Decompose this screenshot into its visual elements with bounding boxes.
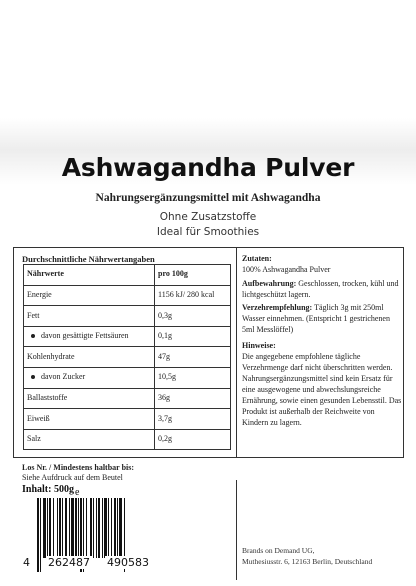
barcode-digits-left: 262487 [48,556,90,569]
aufbewahrung-text: Geschlossen, trocken, kühl und lichtgeschützt lagern. [242,279,399,299]
barcode-digits-right: 490583 [107,556,149,569]
verzehr-label: Verzehrempfehlung: [242,303,313,312]
barcode-bar [47,498,48,558]
content-amount [22,484,80,498]
table-header-row [24,265,231,286]
table-row [24,367,231,388]
barcode-bar [117,498,118,558]
table-row [24,285,231,306]
row-value: 47g [155,347,231,368]
column-header: pro 100g [155,265,231,286]
row-label: davon gesättigte Fettsäuren [41,331,129,341]
table-row [24,409,231,430]
barcode-bar [78,498,79,558]
table-row [24,347,231,368]
row-value: 0,1g [155,326,231,347]
verzehr-block [242,302,402,335]
barcode-bar [65,498,67,558]
barcode-bar [59,498,61,558]
barcode-bar [98,498,100,558]
barcode-digit-prefix: 4 [23,556,30,569]
row-label-cell [24,367,155,388]
row-label: davon Zucker [41,372,86,382]
divider-bottom [13,457,404,458]
nutrition-table [23,264,231,450]
barcode-bar [53,498,54,558]
row-value: 3,7g [155,409,231,430]
divider-footer [236,480,237,580]
row-label: Salz [24,429,155,450]
column-header: Nährwerte [24,265,155,286]
barcode-bar [69,498,70,558]
estimated-sign: e [74,487,80,498]
table-row [24,326,231,347]
content-label: Inhalt: 500g [22,484,74,495]
row-value: 10,5g [155,367,231,388]
row-label: Ballaststoffe [24,388,155,409]
row-label: Kohlenhydrate [24,347,155,368]
row-label: Fett [24,306,155,327]
barcode-bar [111,498,112,558]
barcode-bar [49,498,51,558]
divider-middle [236,247,237,458]
barcode-bar [86,498,87,558]
barcode-bar [43,498,46,558]
brand-name: Brands on Demand UG, [242,546,315,555]
nutrition-heading: Durchschnittliche Nährwertangaben [22,254,155,264]
table-row [24,306,231,327]
tagline-1: Ohne Zusatzstoffe [159,211,257,223]
divider-left [13,247,14,458]
barcode-bar [102,498,103,558]
lot-text: Siehe Aufdruck auf dem Beutel [22,473,123,482]
bullet-icon [31,375,35,379]
barcode-bar [40,498,41,572]
verzehr-text: Täglich 3g mit 250ml Wasser einnehmen. (Entspricht 1 gestrichenen 5ml Messlöffel) [242,303,390,334]
row-label-cell [24,326,155,347]
zutaten-label: Zutaten: [242,254,272,263]
barcode-bar [62,498,63,558]
header-band [0,0,416,245]
zutaten-block [242,253,402,275]
divider-top [13,247,403,248]
barcode-bar [96,498,97,558]
barcode-bar [37,498,39,572]
barcode-bar [108,498,109,558]
product-title: Ashwagandha Pulver [61,153,355,182]
zutaten-text: 100% Ashwagandha Pulver [242,265,331,274]
barcode-bar [119,498,122,558]
aufbewahrung-block [242,278,402,300]
row-label: Eiweiß [24,409,155,430]
hinweise-text: Die angegebene empfohlene tägliche Verzehrmenge darf nicht überschritten werden. Nahrungsergänzungsmittel sind kein Ersatz für eine ausgewogene und abwechslungsreiche Ernährung, sowie einen gesunden Lebensstil. Das Produkt ist außerhalb der Reichweite von Kindern zu lagern. [242,352,402,427]
barcode-bar [90,498,92,558]
barcode-bar [57,498,58,558]
row-value: 36g [155,388,231,409]
row-value: 0,3g [155,306,231,327]
table-row [24,388,231,409]
lot-label: Los Nr. / Mindestens haltbar bis: [22,463,135,472]
aufbewahrung-label: Aufbewahrung: [242,279,297,288]
barcode-bar [93,498,94,558]
hinweise-block [242,340,402,428]
hinweise-label: Hinweise: [242,341,276,350]
bullet-icon [31,334,35,338]
barcode-bar [75,498,77,558]
brand-address: Muthesiusstr. 6, 12163 Berlin, Deutschland [242,557,373,566]
row-value: 0,2g [155,429,231,450]
barcode-bar [71,498,74,558]
product-subtitle: Nahrungsergänzungsmittel mit Ashwagandha [95,192,321,204]
row-label: Energie [24,285,155,306]
barcode-bar [114,498,116,558]
tagline-2: Ideal für Smoothies [156,226,260,238]
row-value: 1156 kJ/ 280 kcal [155,285,231,306]
divider-right [403,247,404,458]
barcode-bar [104,498,107,558]
table-row [24,429,231,450]
